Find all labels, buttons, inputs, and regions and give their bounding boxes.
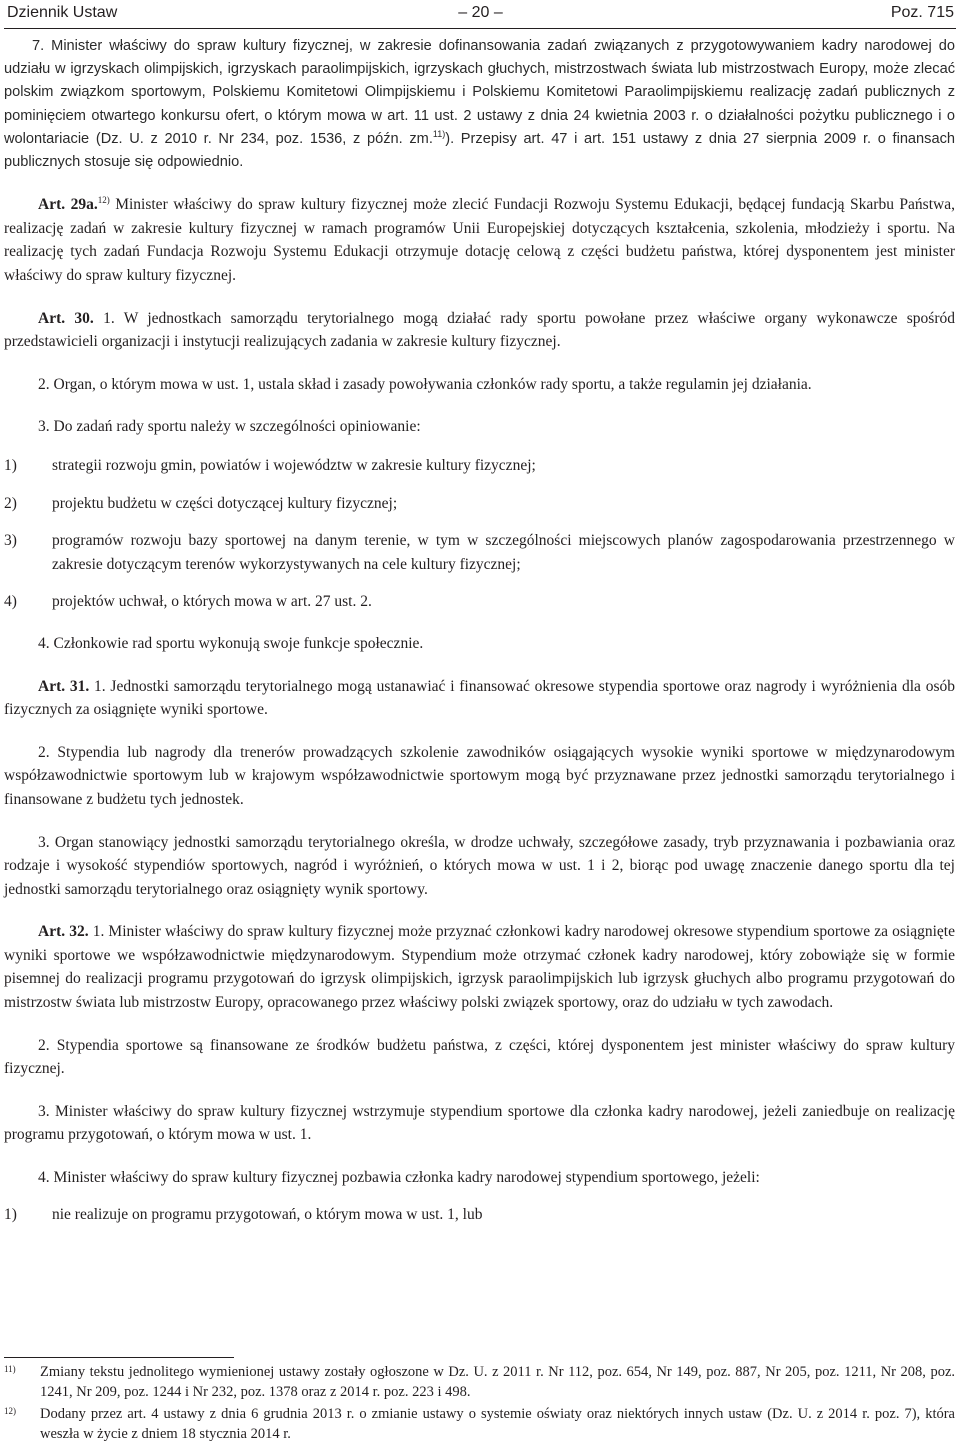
- article-32-label: Art. 32.: [38, 923, 89, 941]
- article-30-paragraph-2: 2. Organ, o którym mowa w ust. 1, ustala skład i zasady powoływania członków rady sportu, a także regulamin jej działania.: [38, 375, 812, 393]
- footnote-text: Zmiany tekstu jednolitego wymienionej ustawy zostały ogłoszone w Dz. U. z 2011 r. Nr 112, poz. 654, Nr 149, poz. 887, Nr 205, poz. 1211, Nr 208, poz. 1241, Nr 209, poz. 1244 i Nr 232, poz. 1378 oraz z 2014 r. poz. 223 i 498.: [40, 1364, 955, 1400]
- article-32-paragraph-2: 2. Stypendia sportowe są finansowane ze środków budżetu państwa, z części, której dysponentem jest minister właściwy do spraw kultury fizycznej.: [4, 1036, 955, 1078]
- list-item-text: strategii rozwoju gmin, powiatów i województw w zakresie kultury fizycznej;: [52, 456, 536, 474]
- article-32-paragraph-1: [4, 920, 955, 1014]
- list-item-number: 4): [4, 593, 17, 611]
- paragraph-7-text-end: ). Przepisy art. 47 i art. 151 ustawy z dnia 27 sierpnia 2009 r. o finansach publicznych stosuje się odpowiednio.: [4, 130, 955, 171]
- article-32-paragraph-4: 4. Minister właściwy do spraw kultury fizycznej pozbawia członka kadry narodowej stypendium sportowego, jeżeli:: [38, 1169, 760, 1187]
- footnotes: [4, 1362, 955, 1446]
- article-32-p1-text: 1. Minister właściwy do spraw kultury fizycznej może przyznać członkowi kadry narodowej okresowe stypendium sportowe za osiągnięte wyniki sportowe we współzawodnictwie międzynarodowym. Stypendium może otrzymać członek kadry narodowej, który zobowiąże się w formie pisemnej do realizacji programu przygotowań do igrzysk olimpijskich, igrzysk paraolimpijskich lub igrzysk głuchych albo programu przygotowań do mistrzostw świata lub mistrzostw Europy, opracowanego przez właściwy polski związek sportowy, oraz do udziału w tych zawodach.: [4, 923, 955, 1012]
- list-item-text: nie realizuje on programu przygotowań, o którym mowa w ust. 1, lub: [52, 1205, 483, 1223]
- footnote-12: [4, 1404, 955, 1444]
- document-body: [4, 35, 955, 1240]
- footnote-divider: [4, 1357, 234, 1358]
- article-32-paragraph-3: 3. Minister właściwy do spraw kultury fizycznej wstrzymuje stypendium sportowe dla członka kadry narodowej, jeżeli zaniedbuje on realizację programu przygotowań, o którym mowa w ust. 1.: [4, 1102, 955, 1144]
- article-29a-text: Minister właściwy do spraw kultury fizycznej może zlecić Fundacji Rozwoju Systemu Edukacji, będącej fundacją Skarbu Państwa, realizację zadań w zakresie kultury fizycznej w ramach programów Unii Europejskiej dotyczących kształcenia, szkolenia, młodzieży i sportu. Na realizację tych zadań Fundacja Rozwoju Systemu Edukacji otrzymuje dotację celową z części budżetu państwa, której dysponentem jest minister właściwy do spraw kultury fizycznej.: [4, 196, 955, 284]
- footnote-11: [4, 1362, 955, 1402]
- list-item: [4, 1203, 955, 1227]
- list-item-number: 2): [4, 494, 17, 512]
- list-item-number: 1): [4, 1205, 17, 1223]
- article-31-paragraph-3: 3. Organ stanowiący jednostki samorządu terytorialnego określa, w drodze uchwały, szczegółowe zasady, tryb przyznawania i pozbawiania oraz rodzaje i wysokość stypendiów sportowych, nagród i wyróżnień, o których mowa w ust. 1 i 2, biorąc pod uwagę znaczenie danego sportu dla tej jednostki samorządu terytorialnego oraz osiągnięty wynik sportowy.: [4, 833, 955, 898]
- page-number: – 20 –: [458, 4, 503, 21]
- article-30-list: [4, 454, 955, 614]
- running-header: [7, 0, 954, 26]
- article-31-label: Art. 31.: [38, 677, 90, 695]
- article-30-paragraph-1: [4, 307, 955, 354]
- article-29a: [4, 193, 955, 287]
- article-32-list: [4, 1203, 955, 1227]
- paragraph-7: [4, 35, 955, 174]
- list-item: [4, 529, 955, 576]
- article-31-p1-text: 1. Jednostki samorządu terytorialnego mogą ustanawiać i finansować okresowe stypendia sportowe oraz nagrody i wyróżnienia dla osób fizycznych za osiągnięte wyniki sportowe.: [4, 677, 955, 719]
- list-item-text: programów rozwoju bazy sportowej na danym terenie, w tym w szczególności miejscowych planów zagospodarowania przestrzennego w zakresie dotyczącym terenów wykorzystywanych na cele kultury fizycznej;: [52, 532, 955, 573]
- position-number: Poz. 715: [890, 4, 954, 21]
- footnote-ref-11: 11): [432, 128, 446, 139]
- article-30-label: Art. 30.: [38, 309, 94, 327]
- article-30-paragraph-3: 3. Do zadań rady sportu należy w szczególności opiniowanie:: [38, 418, 421, 436]
- list-item-number: 1): [4, 456, 17, 474]
- article-30-paragraph-4: 4. Członkowie rad sportu wykonują swoje funkcje społecznie.: [38, 634, 424, 652]
- paragraph-7-text: 7. Minister właściwy do spraw kultury fizycznej, w zakresie dofinansowania zadań związanych z przygotowywaniem kadry narodowej do udziału w igrzyskach olimpijskich, igrzyskach paraolimpijskich, igrzyskach głuchych, mistrzostwach świata lub mistrzostwach Europy, może zlecać polskim związkom sportowym, Polskiemu Komitetowi Olimpijskiemu i Polskiemu Komitetowi Paraolimpijskiemu realizację zadań publicznych z pominięciem otwartego konkursu ofert, o którym mowa w art. 11 ust. 2 ustawy z dnia 24 kwietnia 2003 r. o działalności pożytku publicznego i o wolontariacie (Dz. U. z 2010 r. Nr 234, poz. 1536, z późn. zm.: [4, 38, 955, 147]
- footnote-number: 11): [4, 1364, 16, 1374]
- list-item: [4, 590, 955, 614]
- footnote-number: 12): [4, 1406, 16, 1416]
- footnote-ref-12: 12): [97, 195, 110, 206]
- journal-title: Dziennik Ustaw: [7, 4, 118, 21]
- list-item: [4, 454, 955, 478]
- list-item-text: projektów uchwał, o których mowa w art. 27 ust. 2.: [52, 593, 372, 611]
- footnote-text: Dodany przez art. 4 ustawy z dnia 6 grudnia 2013 r. o zmianie ustawy o systemie oświaty oraz niektórych innych ustaw (Dz. U. z 2014 r. poz. 7), która weszła w życie z dniem 18 stycznia 2014 r.: [40, 1406, 955, 1442]
- list-item-number: 3): [4, 532, 17, 550]
- article-30-p1-text: 1. W jednostkach samorządu terytorialnego mogą działać rady sportu powołane przez właściwe organy wykonawcze spośród przedstawicieli organizacji i instytucji realizujących zadania w zakresie kultury fizycznej.: [4, 309, 955, 351]
- article-31-paragraph-1: [4, 675, 955, 722]
- list-item-text: projektu budżetu w części dotyczącej kultury fizycznej;: [52, 494, 398, 512]
- article-29a-label: Art. 29a.: [38, 196, 98, 214]
- article-31-paragraph-2: 2. Stypendia lub nagrody dla trenerów prowadzących szkolenie zawodników osiągających wysokie wyniki sportowe w międzynarodowym współzawodnictwie sportowym lub w krajowym współzawodnictwie sportowym mogą być przyznawane przez jednostki samorządu terytorialnego i finansowane z budżetu tych jednostek.: [4, 743, 955, 808]
- header-divider: [4, 28, 956, 29]
- list-item: [4, 492, 955, 516]
